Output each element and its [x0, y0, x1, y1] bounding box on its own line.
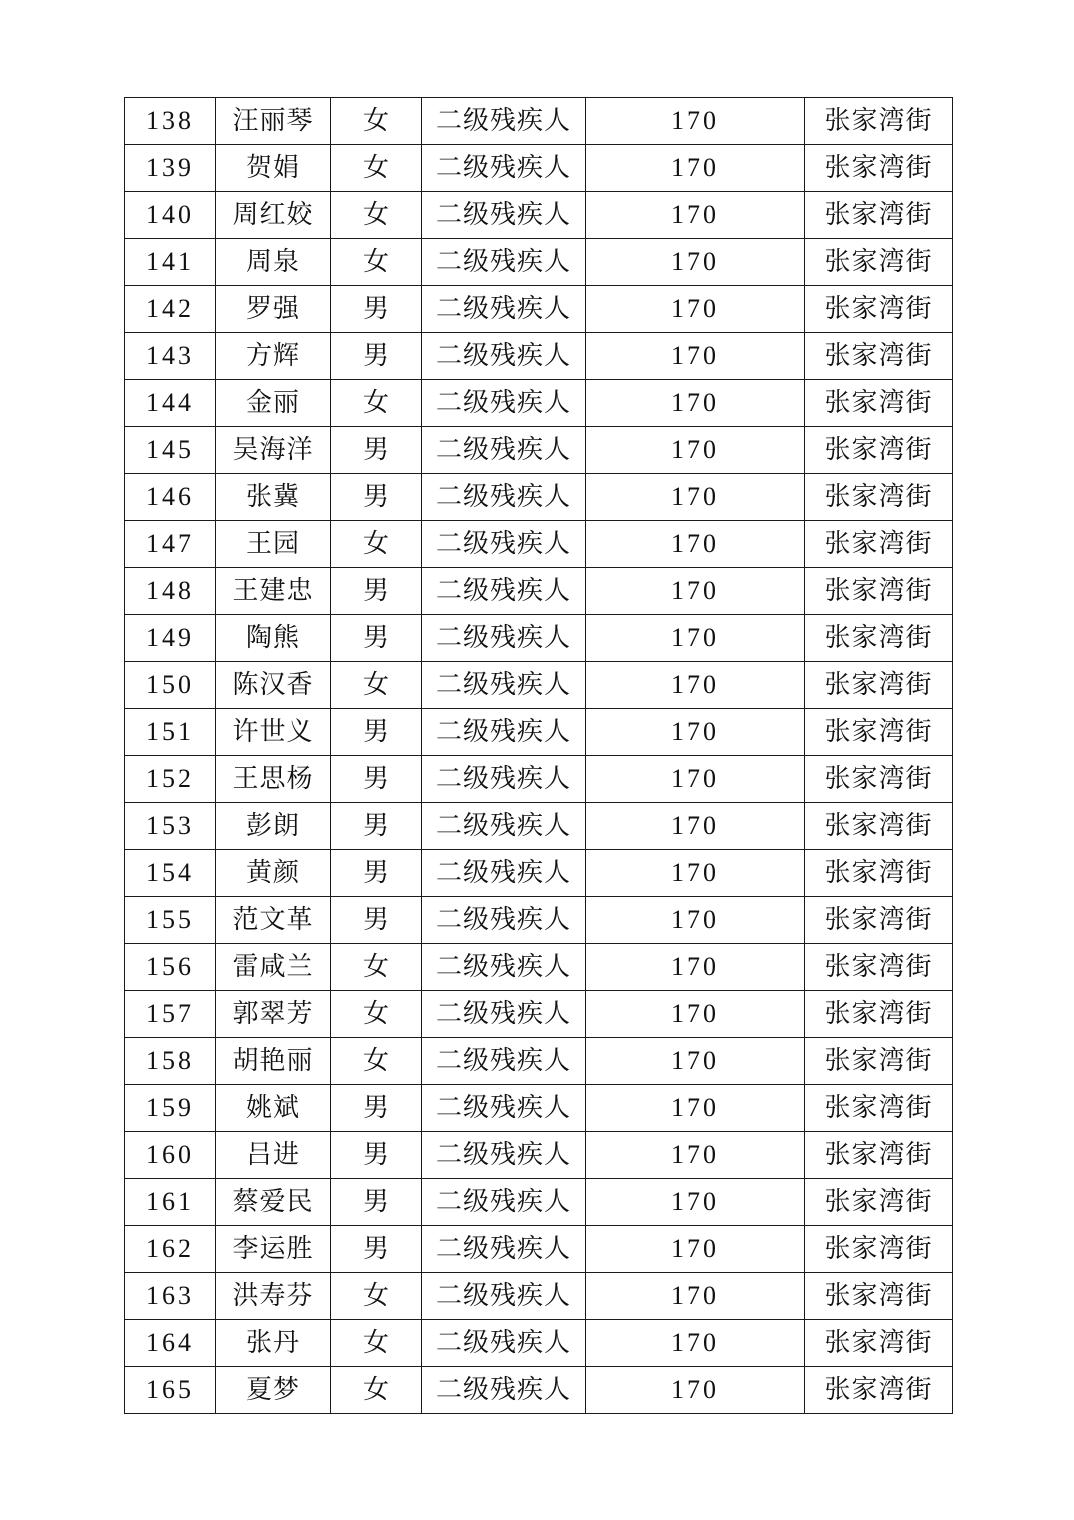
row-number-cell: 139 [125, 145, 216, 192]
street-cell: 张家湾街 [805, 897, 953, 944]
row-number-cell: 146 [125, 474, 216, 521]
gender-cell: 女 [331, 1367, 422, 1414]
street-cell: 张家湾街 [805, 474, 953, 521]
disability-level-cell: 二级残疾人 [422, 662, 586, 709]
disability-level-cell: 二级残疾人 [422, 239, 586, 286]
person-name-cell: 陈汉香 [216, 662, 331, 709]
disability-level-cell: 二级残疾人 [422, 897, 586, 944]
gender-cell: 男 [331, 850, 422, 897]
person-name-cell: 周泉 [216, 239, 331, 286]
table-row [125, 1226, 953, 1273]
street-cell: 张家湾街 [805, 568, 953, 615]
gender-cell: 男 [331, 333, 422, 380]
table-row [125, 944, 953, 991]
gender-cell: 女 [331, 239, 422, 286]
amount-cell: 170 [586, 474, 805, 521]
person-name-cell: 蔡爱民 [216, 1179, 331, 1226]
row-number-cell: 164 [125, 1320, 216, 1367]
disability-level-cell: 二级残疾人 [422, 944, 586, 991]
street-cell: 张家湾街 [805, 1367, 953, 1414]
table-row [125, 709, 953, 756]
street-cell: 张家湾街 [805, 1179, 953, 1226]
street-cell: 张家湾街 [805, 944, 953, 991]
disability-level-cell: 二级残疾人 [422, 1367, 586, 1414]
gender-cell: 女 [331, 991, 422, 1038]
gender-cell: 女 [331, 1038, 422, 1085]
street-cell: 张家湾街 [805, 333, 953, 380]
person-name-cell: 张冀 [216, 474, 331, 521]
disability-level-cell: 二级残疾人 [422, 286, 586, 333]
disability-level-cell: 二级残疾人 [422, 1273, 586, 1320]
table-row [125, 615, 953, 662]
street-cell: 张家湾街 [805, 380, 953, 427]
street-cell: 张家湾街 [805, 1132, 953, 1179]
amount-cell: 170 [586, 286, 805, 333]
amount-cell: 170 [586, 756, 805, 803]
street-cell: 张家湾街 [805, 991, 953, 1038]
gender-cell: 男 [331, 897, 422, 944]
gender-cell: 男 [331, 1085, 422, 1132]
row-number-cell: 142 [125, 286, 216, 333]
table-row [125, 1085, 953, 1132]
table-row [125, 192, 953, 239]
table-row [125, 286, 953, 333]
amount-cell: 170 [586, 98, 805, 145]
table-row [125, 239, 953, 286]
amount-cell: 170 [586, 1273, 805, 1320]
table-row [125, 98, 953, 145]
disability-level-cell: 二级残疾人 [422, 803, 586, 850]
row-number-cell: 154 [125, 850, 216, 897]
person-name-cell: 汪丽琴 [216, 98, 331, 145]
street-cell: 张家湾街 [805, 286, 953, 333]
table-row [125, 380, 953, 427]
gender-cell: 女 [331, 98, 422, 145]
street-cell: 张家湾街 [805, 1085, 953, 1132]
street-cell: 张家湾街 [805, 1273, 953, 1320]
amount-cell: 170 [586, 521, 805, 568]
table-row [125, 521, 953, 568]
disability-level-cell: 二级残疾人 [422, 192, 586, 239]
table-row [125, 1320, 953, 1367]
gender-cell: 男 [331, 568, 422, 615]
row-number-cell: 144 [125, 380, 216, 427]
street-cell: 张家湾街 [805, 427, 953, 474]
disability-level-cell: 二级残疾人 [422, 1179, 586, 1226]
gender-cell: 男 [331, 1132, 422, 1179]
disability-level-cell: 二级残疾人 [422, 1132, 586, 1179]
amount-cell: 170 [586, 850, 805, 897]
person-name-cell: 夏梦 [216, 1367, 331, 1414]
disability-level-cell: 二级残疾人 [422, 991, 586, 1038]
row-number-cell: 163 [125, 1273, 216, 1320]
person-name-cell: 王建忠 [216, 568, 331, 615]
amount-cell: 170 [586, 1179, 805, 1226]
person-name-cell: 贺娟 [216, 145, 331, 192]
table-row [125, 1179, 953, 1226]
row-number-cell: 145 [125, 427, 216, 474]
street-cell: 张家湾街 [805, 98, 953, 145]
gender-cell: 女 [331, 1273, 422, 1320]
gender-cell: 女 [331, 662, 422, 709]
person-name-cell: 范文革 [216, 897, 331, 944]
gender-cell: 女 [331, 380, 422, 427]
person-name-cell: 郭翠芳 [216, 991, 331, 1038]
table-row [125, 568, 953, 615]
person-name-cell: 陶熊 [216, 615, 331, 662]
gender-cell: 男 [331, 286, 422, 333]
person-name-cell: 方辉 [216, 333, 331, 380]
amount-cell: 170 [586, 991, 805, 1038]
row-number-cell: 159 [125, 1085, 216, 1132]
person-name-cell: 胡艳丽 [216, 1038, 331, 1085]
row-number-cell: 148 [125, 568, 216, 615]
amount-cell: 170 [586, 1085, 805, 1132]
disability-level-cell: 二级残疾人 [422, 98, 586, 145]
row-number-cell: 147 [125, 521, 216, 568]
person-name-cell: 金丽 [216, 380, 331, 427]
row-number-cell: 157 [125, 991, 216, 1038]
table-row [125, 756, 953, 803]
row-number-cell: 165 [125, 1367, 216, 1414]
row-number-cell: 138 [125, 98, 216, 145]
disability-level-cell: 二级残疾人 [422, 850, 586, 897]
person-name-cell: 雷咸兰 [216, 944, 331, 991]
disability-level-cell: 二级残疾人 [422, 521, 586, 568]
row-number-cell: 143 [125, 333, 216, 380]
street-cell: 张家湾街 [805, 850, 953, 897]
amount-cell: 170 [586, 803, 805, 850]
street-cell: 张家湾街 [805, 615, 953, 662]
row-number-cell: 155 [125, 897, 216, 944]
street-cell: 张家湾街 [805, 1038, 953, 1085]
disability-level-cell: 二级残疾人 [422, 145, 586, 192]
table-row [125, 850, 953, 897]
amount-cell: 170 [586, 709, 805, 756]
disability-level-cell: 二级残疾人 [422, 380, 586, 427]
amount-cell: 170 [586, 427, 805, 474]
row-number-cell: 153 [125, 803, 216, 850]
amount-cell: 170 [586, 145, 805, 192]
gender-cell: 男 [331, 474, 422, 521]
person-name-cell: 许世义 [216, 709, 331, 756]
person-name-cell: 黄颜 [216, 850, 331, 897]
gender-cell: 男 [331, 1226, 422, 1273]
amount-cell: 170 [586, 333, 805, 380]
disability-level-cell: 二级残疾人 [422, 709, 586, 756]
amount-cell: 170 [586, 1038, 805, 1085]
disability-level-cell: 二级残疾人 [422, 756, 586, 803]
roster-table [124, 97, 953, 1414]
row-number-cell: 141 [125, 239, 216, 286]
gender-cell: 男 [331, 756, 422, 803]
street-cell: 张家湾街 [805, 709, 953, 756]
gender-cell: 男 [331, 1179, 422, 1226]
disability-level-cell: 二级残疾人 [422, 1085, 586, 1132]
street-cell: 张家湾街 [805, 145, 953, 192]
table-row [125, 474, 953, 521]
gender-cell: 男 [331, 427, 422, 474]
table-row [125, 1132, 953, 1179]
gender-cell: 女 [331, 944, 422, 991]
amount-cell: 170 [586, 380, 805, 427]
table-row [125, 897, 953, 944]
person-name-cell: 洪寿芬 [216, 1273, 331, 1320]
amount-cell: 170 [586, 239, 805, 286]
street-cell: 张家湾街 [805, 1226, 953, 1273]
table-row [125, 991, 953, 1038]
row-number-cell: 149 [125, 615, 216, 662]
gender-cell: 女 [331, 192, 422, 239]
amount-cell: 170 [586, 662, 805, 709]
gender-cell: 男 [331, 709, 422, 756]
gender-cell: 女 [331, 521, 422, 568]
amount-cell: 170 [586, 944, 805, 991]
person-name-cell: 吕进 [216, 1132, 331, 1179]
row-number-cell: 161 [125, 1179, 216, 1226]
person-name-cell: 王思杨 [216, 756, 331, 803]
disability-level-cell: 二级残疾人 [422, 615, 586, 662]
amount-cell: 170 [586, 1132, 805, 1179]
table-row [125, 662, 953, 709]
gender-cell: 女 [331, 145, 422, 192]
row-number-cell: 158 [125, 1038, 216, 1085]
amount-cell: 170 [586, 192, 805, 239]
table-row [125, 1367, 953, 1414]
street-cell: 张家湾街 [805, 662, 953, 709]
amount-cell: 170 [586, 1320, 805, 1367]
roster-table-body [125, 98, 953, 1414]
row-number-cell: 160 [125, 1132, 216, 1179]
amount-cell: 170 [586, 1367, 805, 1414]
gender-cell: 女 [331, 1320, 422, 1367]
disability-level-cell: 二级残疾人 [422, 1320, 586, 1367]
table-row [125, 333, 953, 380]
table-row [125, 803, 953, 850]
person-name-cell: 王园 [216, 521, 331, 568]
street-cell: 张家湾街 [805, 192, 953, 239]
gender-cell: 男 [331, 615, 422, 662]
row-number-cell: 162 [125, 1226, 216, 1273]
disability-level-cell: 二级残疾人 [422, 1038, 586, 1085]
person-name-cell: 彭朗 [216, 803, 331, 850]
disability-level-cell: 二级残疾人 [422, 568, 586, 615]
gender-cell: 男 [331, 803, 422, 850]
street-cell: 张家湾街 [805, 521, 953, 568]
table-row [125, 145, 953, 192]
table-row [125, 427, 953, 474]
row-number-cell: 140 [125, 192, 216, 239]
row-number-cell: 151 [125, 709, 216, 756]
street-cell: 张家湾街 [805, 803, 953, 850]
person-name-cell: 姚斌 [216, 1085, 331, 1132]
disability-level-cell: 二级残疾人 [422, 427, 586, 474]
person-name-cell: 李运胜 [216, 1226, 331, 1273]
row-number-cell: 156 [125, 944, 216, 991]
disability-level-cell: 二级残疾人 [422, 333, 586, 380]
amount-cell: 170 [586, 615, 805, 662]
street-cell: 张家湾街 [805, 239, 953, 286]
person-name-cell: 周红姣 [216, 192, 331, 239]
disability-level-cell: 二级残疾人 [422, 474, 586, 521]
row-number-cell: 150 [125, 662, 216, 709]
amount-cell: 170 [586, 568, 805, 615]
amount-cell: 170 [586, 1226, 805, 1273]
table-row [125, 1038, 953, 1085]
row-number-cell: 152 [125, 756, 216, 803]
amount-cell: 170 [586, 897, 805, 944]
person-name-cell: 吴海洋 [216, 427, 331, 474]
person-name-cell: 罗强 [216, 286, 331, 333]
disability-level-cell: 二级残疾人 [422, 1226, 586, 1273]
table-row [125, 1273, 953, 1320]
street-cell: 张家湾街 [805, 756, 953, 803]
street-cell: 张家湾街 [805, 1320, 953, 1367]
person-name-cell: 张丹 [216, 1320, 331, 1367]
